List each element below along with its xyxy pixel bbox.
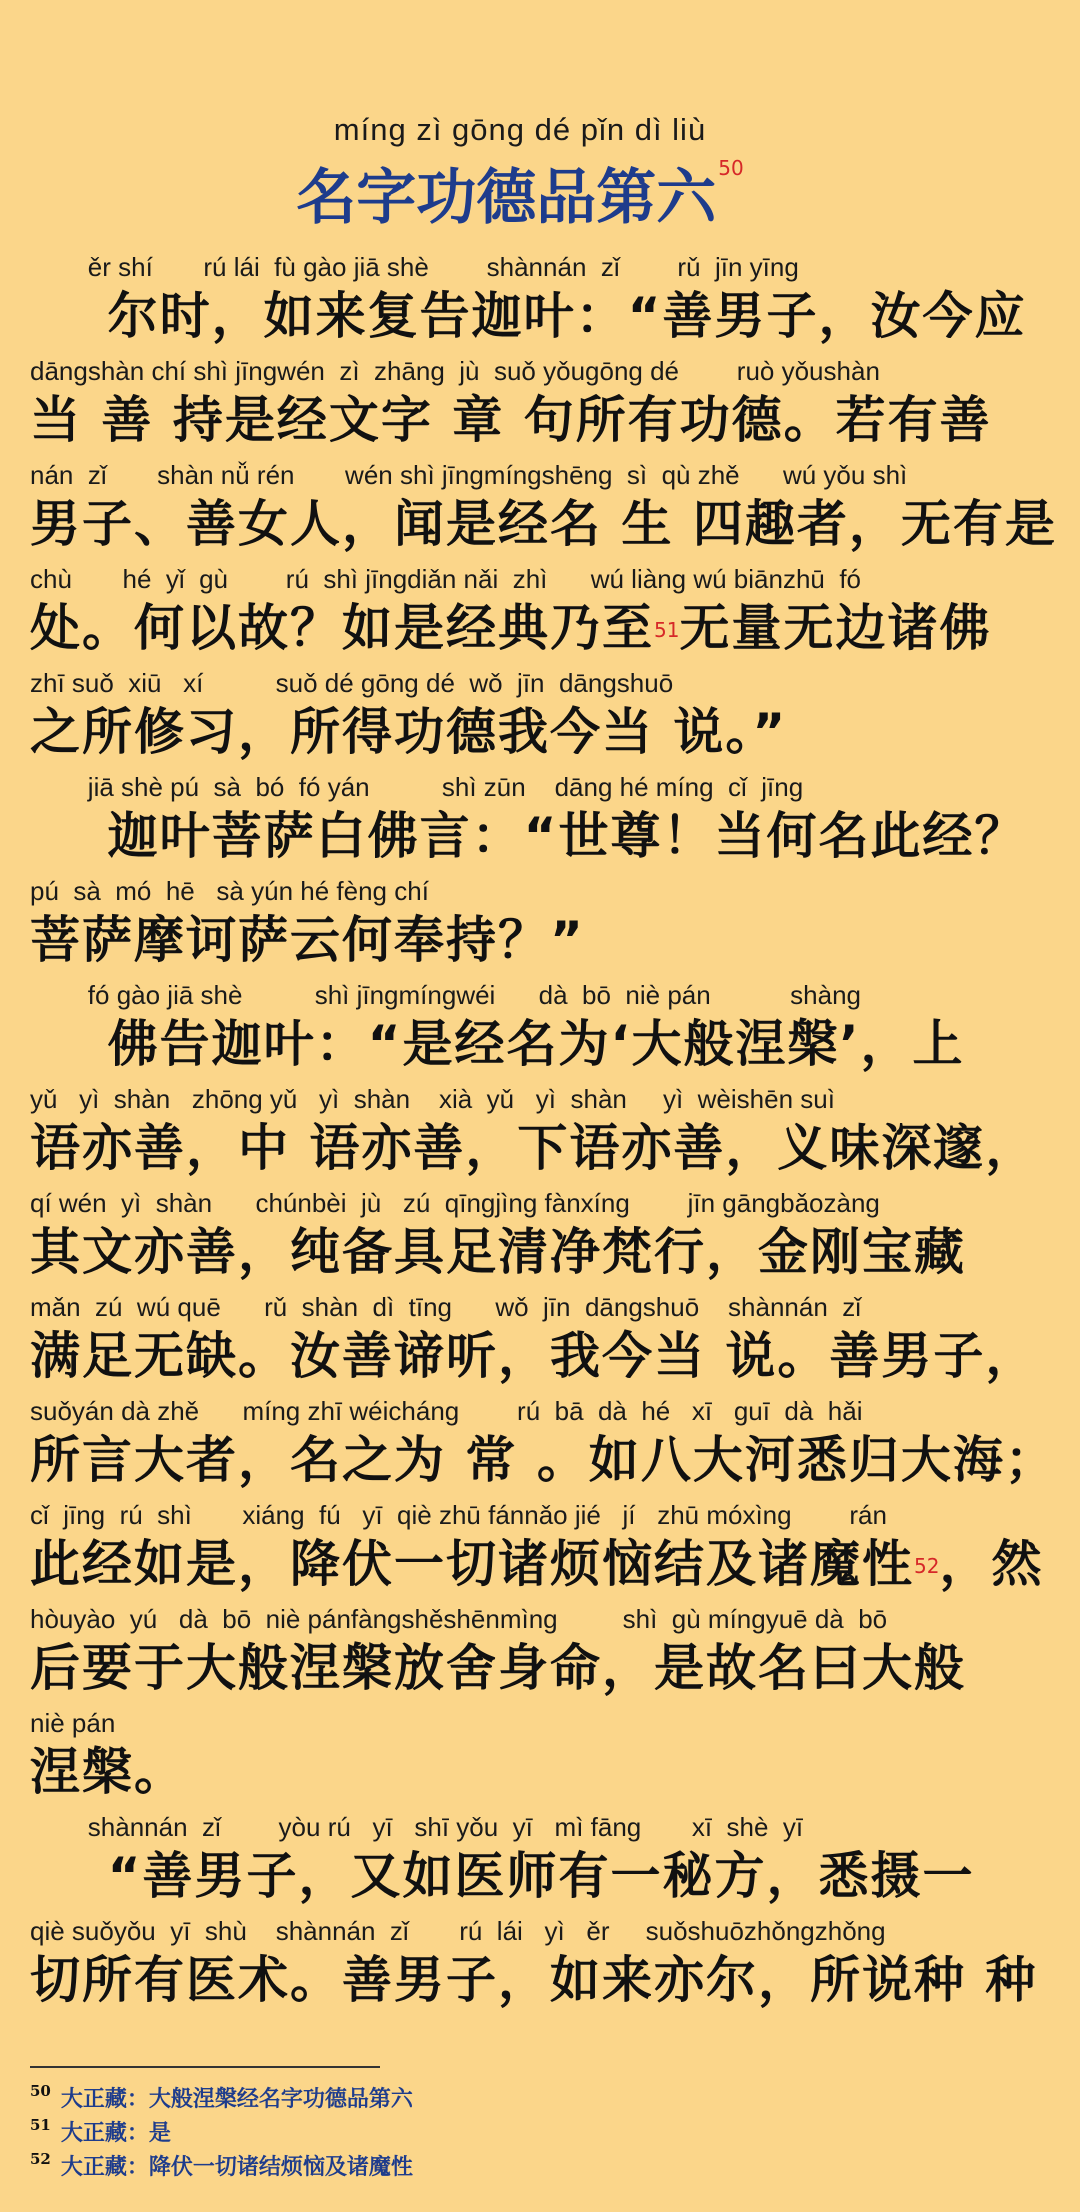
pinyin-line: niè pán <box>30 1708 116 1738</box>
verse-line <box>30 1290 1060 1388</box>
footnote-marker: 50 <box>718 156 744 180</box>
chapter-title <box>0 150 1040 236</box>
pinyin-line: fó gào jiā shè shì jīngmíngwéi dà bō niè pán shàng <box>30 980 862 1010</box>
chinese-line: 满足无缺。汝善谛听，我今当 说。善男子， <box>30 1327 1038 1385</box>
verse-line <box>30 354 1060 452</box>
pinyin-line: nán zǐ shàn nǚ rén wén shì jīngmíngshēng sì qù zhě wú yǒu shì <box>30 460 908 490</box>
pinyin-line: zhī suǒ xiū xí suǒ dé gōng dé wǒ jīn dāngshuō <box>30 668 674 698</box>
pinyin-line: pú sà mó hē sà yún hé fèng chí <box>30 876 429 906</box>
chinese-line: “善男子，又如医师有一秘方，悉摄一 <box>30 1847 975 1905</box>
verse-line <box>30 250 1060 348</box>
pinyin-line: mǎn zú wú quē rǔ shàn dì tīng wǒ jīn dāngshuō shànnán zǐ <box>30 1292 862 1322</box>
chinese-line: 处。何以故？如是经典乃至$^{51}$无量无边诸佛 <box>30 599 992 657</box>
chinese-line: 后要于大般涅槃放舍身命，是故名曰大般 <box>30 1639 966 1697</box>
verse-line <box>30 1498 1060 1596</box>
chinese-line: 尔时，如来复告迦叶：“善男子，汝今应 <box>30 287 1027 345</box>
pinyin-line: qí wén yì shàn chúnbèi jù zú qīngjìng fànxíng jīn gāngbǎozàng <box>30 1188 880 1218</box>
verse-line <box>30 874 1060 972</box>
chinese-line: 切所有医术。善男子，如来亦尔，所说种 种 <box>30 1951 1038 2009</box>
chinese-line: 之所修习，所得功德我今当 说。” <box>30 703 788 761</box>
verse-line <box>30 978 1060 1076</box>
pinyin-line: shànnán zǐ yòu rú yī shī yǒu yī mì fāng xī shè yī <box>30 1812 804 1842</box>
verse-line <box>30 562 1060 660</box>
verse-line <box>30 1394 1060 1492</box>
pinyin-line: suǒyán dà zhě míng zhī wéicháng rú bā dà hé xī guī dà hǎi <box>30 1396 863 1426</box>
chinese-line: 所言大者，名之为 常 。如八大河悉归大海； <box>30 1431 1057 1489</box>
verse-line <box>30 770 1060 868</box>
chinese-line: 涅槃。 <box>30 1743 186 1801</box>
chapter-title-text: 名字功德品第六 <box>296 163 717 233</box>
pinyin-line: cǐ jīng rú shì xiáng fú yī qiè zhū fánnǎo jié jí zhū móxìng rán <box>30 1500 887 1530</box>
footnote-item: $^{52}$ 大正藏：降伏一切诸结烦恼及诸魔性 <box>30 2150 413 2180</box>
chinese-line: 佛告迦叶：“是经名为‘大般涅槃’，上 <box>30 1015 965 1073</box>
footnote-item: $^{51}$ 大正藏：是 <box>30 2116 171 2146</box>
chinese-line: 其文亦善，纯备具足清净梵行，金刚宝藏 <box>30 1223 966 1281</box>
verse-line <box>30 666 1060 764</box>
title-pinyin: míng zì gōng dé pǐn dì liù <box>333 112 707 147</box>
pinyin-line: ěr shí rú lái fù gào jiā shè shànnán zǐ rǔ jīn yīng <box>30 252 799 282</box>
pinyin-line: hòuyào yú dà bō niè pánfàngshěshēnmìng shì gù míngyuē dà bō <box>30 1604 888 1634</box>
verse-line <box>30 458 1060 556</box>
chinese-line: 菩萨摩诃萨云何奉持？” <box>30 911 585 969</box>
footnote-marker: 52 <box>914 1554 940 1578</box>
chinese-line: 语亦善，中 语亦善，下语亦善，义味深邃， <box>30 1119 1038 1177</box>
chinese-line: 迦叶菩萨白佛言：“世尊！当何名此经？ <box>30 807 1027 865</box>
verse-line <box>30 1082 1060 1180</box>
pinyin-line: dāngshàn chí shì jīngwén zì zhāng jù suǒ yǒugōng dé ruò yǒushàn <box>30 356 880 386</box>
pinyin-line: yǔ yì shàn zhōng yǔ yì shàn xià yǔ yì shàn yì wèishēn suì <box>30 1084 835 1114</box>
chinese-line: 此经如是，降伏一切诸烦恼结及诸魔性$^{52}$，然 <box>30 1535 1044 1593</box>
chinese-line: 男子、善女人，闻是经名 生 四趣者，无有是 <box>30 495 1057 553</box>
verse-line <box>30 1706 1060 1804</box>
footnote-marker: 51 <box>654 618 680 642</box>
pinyin-line: qiè suǒyǒu yī shù shànnán zǐ rú lái yì ěr suǒshuōzhǒngzhǒng <box>30 1916 886 1946</box>
verse-line <box>30 1602 1060 1700</box>
verse-line <box>30 1186 1060 1284</box>
verse-line <box>30 1914 1060 2012</box>
footnote-item: $^{50}$ 大正藏：大般涅槃经名字功德品第六 <box>30 2082 413 2112</box>
pinyin-line: jiā shè pú sà bó fó yán shì zūn dāng hé míng cǐ jīng <box>30 772 804 802</box>
chinese-line: 当 善 持是经文字 章 句所有功德。若有善 <box>30 391 992 449</box>
verse-line <box>30 1810 1060 1908</box>
pinyin-line: chù hé yǐ gù rú shì jīngdiǎn nǎi zhì wú liàng wú biānzhū fó <box>30 564 862 594</box>
footnote-divider <box>30 2066 380 2068</box>
